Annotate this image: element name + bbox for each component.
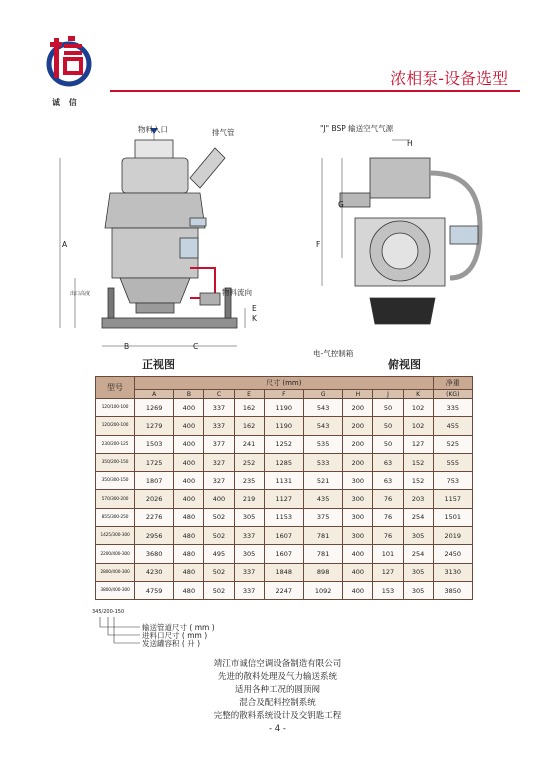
table-cell: 377 — [204, 435, 234, 453]
header-weight-unit: (KG) — [433, 390, 472, 399]
table-cell: 753 — [433, 472, 472, 490]
table-cell: 219 — [234, 490, 264, 508]
table-cell: 400 — [174, 453, 204, 471]
table-cell: 1127 — [264, 490, 303, 508]
table-cell: 3680 — [135, 545, 174, 563]
model-cell: 570/300-200 — [96, 490, 135, 508]
table-cell: 480 — [174, 563, 204, 581]
table-cell: 241 — [234, 435, 264, 453]
table-cell: 162 — [234, 399, 264, 417]
footer-line-4: 混合及配料控制系统 — [239, 698, 316, 708]
label-dim-k: K — [252, 314, 257, 323]
label-dim-f: F — [316, 240, 321, 249]
header-dimensions: 尺寸 (mm) — [135, 377, 434, 390]
top-view-caption: 俯视图 — [388, 358, 421, 371]
model-cell: 350/200-150 — [96, 453, 135, 471]
specification-table — [95, 376, 473, 600]
footer-line-2: 先进的散料处理及气力输送系统 — [217, 672, 337, 682]
table-cell: 300 — [343, 527, 373, 545]
table-cell: 327 — [204, 453, 234, 471]
model-cell: 350/300-150 — [96, 472, 135, 490]
model-cell: 2200/400-300 — [96, 545, 135, 563]
table-cell: 200 — [343, 453, 373, 471]
table-cell: 1190 — [264, 417, 303, 435]
column-header: H — [343, 390, 373, 399]
table-cell: 1725 — [135, 453, 174, 471]
table-cell: 4759 — [135, 581, 174, 599]
table-cell: 203 — [403, 490, 433, 508]
table-cell: 337 — [234, 581, 264, 599]
table-cell: 1503 — [135, 435, 174, 453]
table-cell: 127 — [403, 435, 433, 453]
footer-line-5: 完整的散料系统设计及交钥匙工程 — [213, 711, 342, 721]
label-exhaust-pipe: 排气管 — [212, 128, 235, 137]
table-cell: 337 — [234, 563, 264, 581]
table-cell: 400 — [174, 399, 204, 417]
table-cell: 1501 — [433, 508, 472, 526]
table-cell: 480 — [174, 527, 204, 545]
table-cell: 63 — [373, 453, 403, 471]
table-cell: 152 — [403, 472, 433, 490]
footer-line-3: 适用各种工况的圆顶阀 — [234, 685, 320, 695]
table-cell: 152 — [403, 453, 433, 471]
table-cell: 2019 — [433, 527, 472, 545]
column-header: K — [403, 390, 433, 399]
model-cell: 3800/400-300 — [96, 581, 135, 599]
table-cell: 2276 — [135, 508, 174, 526]
table-cell: 2956 — [135, 527, 174, 545]
table-cell: 1607 — [264, 545, 303, 563]
page-title: 浓相泵-设备选型 — [390, 69, 508, 88]
table-cell: 200 — [343, 435, 373, 453]
label-dim-g: G — [338, 200, 344, 209]
table-cell: 555 — [433, 453, 472, 471]
table-cell: 1153 — [264, 508, 303, 526]
logo-text: 诚 信 — [52, 98, 80, 107]
table-cell: 400 — [343, 545, 373, 563]
page-number: - 4 - — [269, 724, 286, 734]
table-cell: 480 — [174, 545, 204, 563]
table-cell: 2450 — [433, 545, 472, 563]
table-cell: 435 — [303, 490, 342, 508]
label-dim-c: C — [193, 342, 199, 351]
footer-company: 靖江市诚信空调设备制造有限公司 — [213, 659, 342, 669]
table-row — [96, 472, 473, 490]
header-model: 型号 — [96, 377, 135, 399]
label-material-flow: 物料流向 — [222, 288, 252, 297]
model-cell: 855/300-250 — [96, 508, 135, 526]
table-row — [96, 563, 473, 581]
table-cell: 1848 — [264, 563, 303, 581]
top-view-drawing — [300, 118, 510, 358]
table-cell: 162 — [234, 417, 264, 435]
table-cell: 335 — [433, 399, 472, 417]
legend-example: 345/200-150 — [92, 609, 125, 615]
legend-vessel-volume: 发送罐容积 ( 升 ) — [142, 639, 201, 648]
front-view-drawing — [40, 118, 270, 358]
table-cell: 305 — [234, 508, 264, 526]
table-cell: 1252 — [264, 435, 303, 453]
table-cell: 337 — [234, 527, 264, 545]
table-cell: 305 — [403, 527, 433, 545]
table-cell: 305 — [403, 581, 433, 599]
table-cell: 1157 — [433, 490, 472, 508]
table-row — [96, 399, 473, 417]
table-cell: 781 — [303, 545, 342, 563]
table-cell: 1092 — [303, 581, 342, 599]
table-cell: 1269 — [135, 399, 174, 417]
model-cell: 1425/300-300 — [96, 527, 135, 545]
table-cell: 400 — [174, 472, 204, 490]
table-cell: 305 — [403, 563, 433, 581]
table-row — [96, 581, 473, 599]
table-cell: 50 — [373, 417, 403, 435]
footer — [0, 658, 555, 736]
column-header: G — [303, 390, 342, 399]
table-cell: 400 — [174, 435, 204, 453]
table-cell: 4230 — [135, 563, 174, 581]
label-air-source: "J" BSP 输送空气气源 — [320, 124, 394, 133]
table-cell: 153 — [373, 581, 403, 599]
table-row — [96, 545, 473, 563]
table-cell: 400 — [204, 490, 234, 508]
column-header: C — [204, 390, 234, 399]
label-dim-h: H — [407, 139, 413, 148]
table-cell: 1190 — [264, 399, 303, 417]
table-cell: 1279 — [135, 417, 174, 435]
table-row — [96, 490, 473, 508]
label-control-box: 电-气控制箱 — [313, 349, 354, 358]
table-cell: 1285 — [264, 453, 303, 471]
label-outlet-height: 出口高度 — [70, 291, 91, 297]
table-cell: 455 — [433, 417, 472, 435]
table-cell: 781 — [303, 527, 342, 545]
table-cell: 254 — [403, 508, 433, 526]
table-cell: 535 — [303, 435, 342, 453]
table-cell: 2026 — [135, 490, 174, 508]
label-dim-b: B — [124, 342, 130, 351]
table-row — [96, 508, 473, 526]
company-logo — [44, 28, 94, 98]
table-cell: 480 — [174, 508, 204, 526]
header-weight: 净重 — [433, 377, 472, 390]
table-row — [96, 417, 473, 435]
table-cell: 300 — [343, 490, 373, 508]
label-dim-e: E — [252, 304, 257, 313]
table-cell: 76 — [373, 490, 403, 508]
table-cell: 200 — [343, 399, 373, 417]
model-cell: 230/200-125 — [96, 435, 135, 453]
table-cell: 1607 — [264, 527, 303, 545]
column-header: A — [135, 390, 174, 399]
table-cell: 50 — [373, 435, 403, 453]
table-cell: 252 — [234, 453, 264, 471]
table-cell: 254 — [403, 545, 433, 563]
table-cell: 3850 — [433, 581, 472, 599]
table-cell: 50 — [373, 399, 403, 417]
title-divider — [110, 90, 520, 92]
table-cell: 400 — [174, 417, 204, 435]
table-cell: 400 — [343, 581, 373, 599]
table-cell: 480 — [174, 581, 204, 599]
table-cell: 76 — [373, 508, 403, 526]
table-cell: 200 — [343, 417, 373, 435]
table-cell: 543 — [303, 417, 342, 435]
table-cell: 400 — [343, 563, 373, 581]
table-cell: 300 — [343, 472, 373, 490]
table-cell: 525 — [433, 435, 472, 453]
table-cell: 400 — [174, 490, 204, 508]
column-header: B — [174, 390, 204, 399]
table-cell: 521 — [303, 472, 342, 490]
column-header: F — [264, 390, 303, 399]
table-row — [96, 527, 473, 545]
table-row — [96, 435, 473, 453]
table-cell: 101 — [373, 545, 403, 563]
table-cell: 127 — [373, 563, 403, 581]
label-dim-a: A — [62, 240, 68, 249]
table-cell: 375 — [303, 508, 342, 526]
legend-pipe-size: 输送管道尺寸 ( mm ) — [142, 623, 215, 632]
model-cell: 2800/400-300 — [96, 563, 135, 581]
table-cell: 337 — [204, 399, 234, 417]
table-row — [96, 453, 473, 471]
table-cell: 495 — [204, 545, 234, 563]
table-cell: 502 — [204, 581, 234, 599]
table-cell: 327 — [204, 472, 234, 490]
table-cell: 235 — [234, 472, 264, 490]
column-header: J — [373, 390, 403, 399]
table-cell: 1131 — [264, 472, 303, 490]
table-cell: 898 — [303, 563, 342, 581]
table-cell: 543 — [303, 399, 342, 417]
table-cell: 502 — [204, 527, 234, 545]
table-cell: 1807 — [135, 472, 174, 490]
legend-inlet-size: 进料口尺寸 ( mm ) — [142, 631, 208, 640]
front-view-caption: 正视图 — [142, 358, 175, 371]
table-cell: 337 — [204, 417, 234, 435]
table-cell: 102 — [403, 417, 433, 435]
table-cell: 63 — [373, 472, 403, 490]
label-material-inlet: 物料入口 — [138, 125, 168, 134]
table-cell: 300 — [343, 508, 373, 526]
table-cell: 102 — [403, 399, 433, 417]
model-cell: 120/200-100 — [96, 417, 135, 435]
table-cell: 2247 — [264, 581, 303, 599]
table-cell: 533 — [303, 453, 342, 471]
table-cell: 76 — [373, 527, 403, 545]
model-cell: 120/100-100 — [96, 399, 135, 417]
column-header: E — [234, 390, 264, 399]
table-cell: 502 — [204, 508, 234, 526]
table-cell: 502 — [204, 563, 234, 581]
table-cell: 3130 — [433, 563, 472, 581]
table-cell: 305 — [234, 545, 264, 563]
